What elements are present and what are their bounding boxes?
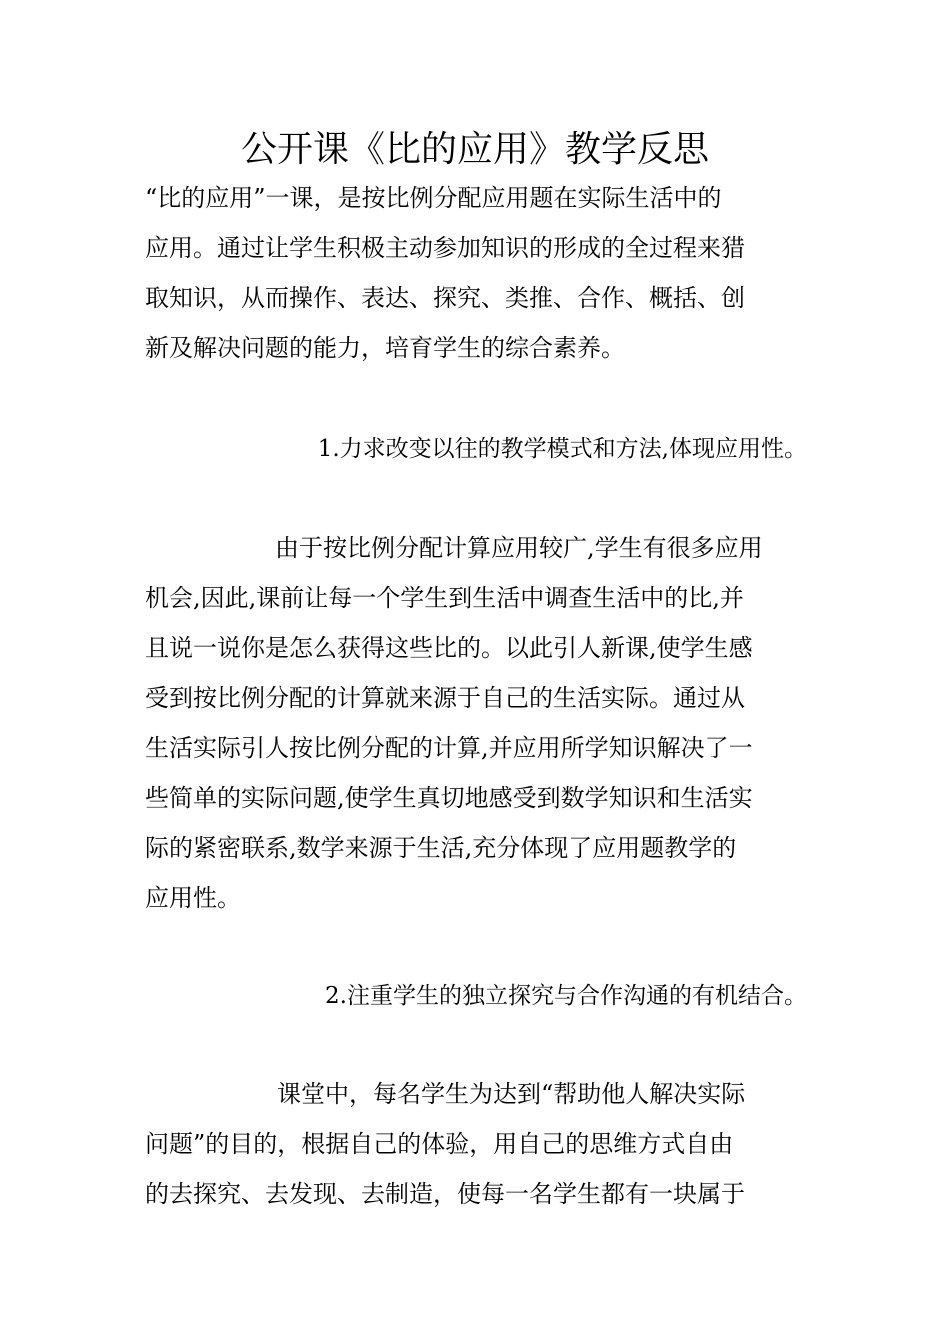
paragraph-line: 应用。通过让学生积极主动参加知识的形成的全过程来猎 <box>145 234 745 262</box>
paragraph-line: 由于按比例分配计算应用较广,学生有很多应用 <box>275 534 763 562</box>
section-2-paragraph <box>145 1069 807 1219</box>
paragraph-line: 生活实际引人按比例分配的计算,并应用所学知识解决了一 <box>145 734 753 762</box>
paragraph-line: 受到按比例分配的计算就来源于自己的生活实际。通过从 <box>145 684 745 712</box>
document-title: 公开课《比的应用》教学反思 <box>240 129 709 170</box>
paragraph-line: 且说一说你是怎么获得这些比的。以此引人新课,使学生感 <box>145 634 753 662</box>
section-1-paragraph <box>145 523 807 923</box>
paragraph-line: 应用性。 <box>145 884 241 912</box>
section-heading-2: 2.注重学生的独立探究与合作沟通的有机结合。 <box>325 983 807 1009</box>
paragraph-line: 际的紧密联系,数学来源于生活,充分体现了应用题教学的 <box>145 834 737 862</box>
intro-paragraph <box>145 173 807 373</box>
paragraph-line: 新及解决问题的能力，培育学生的综合素养。 <box>145 334 625 362</box>
paragraph-line: 的去探究、去发现、去制造，使每一名学生都有一块属于 <box>145 1180 745 1208</box>
paragraph-line: 机会,因此,课前让每一个学生到生活中调查生活中的比,并 <box>145 584 744 612</box>
paragraph-line: 课堂中，每名学生为达到“帮助他人解决实际 <box>277 1080 746 1108</box>
section-heading-1: 1.力求改变以往的教学模式和方法,体现应用性。 <box>317 436 807 462</box>
paragraph-line: 取知识，从而操作、表达、探究、类推、合作、概括、创 <box>145 284 745 312</box>
paragraph-line: “比的应用”一课，是按比例分配应用题在实际生活中的 <box>145 184 722 212</box>
paragraph-line: 些简单的实际问题,使学生真切地感受到数学知识和生活实 <box>145 784 753 812</box>
paragraph-line: 问题”的目的，根据自己的体验，用自己的思维方式自由 <box>145 1130 734 1158</box>
